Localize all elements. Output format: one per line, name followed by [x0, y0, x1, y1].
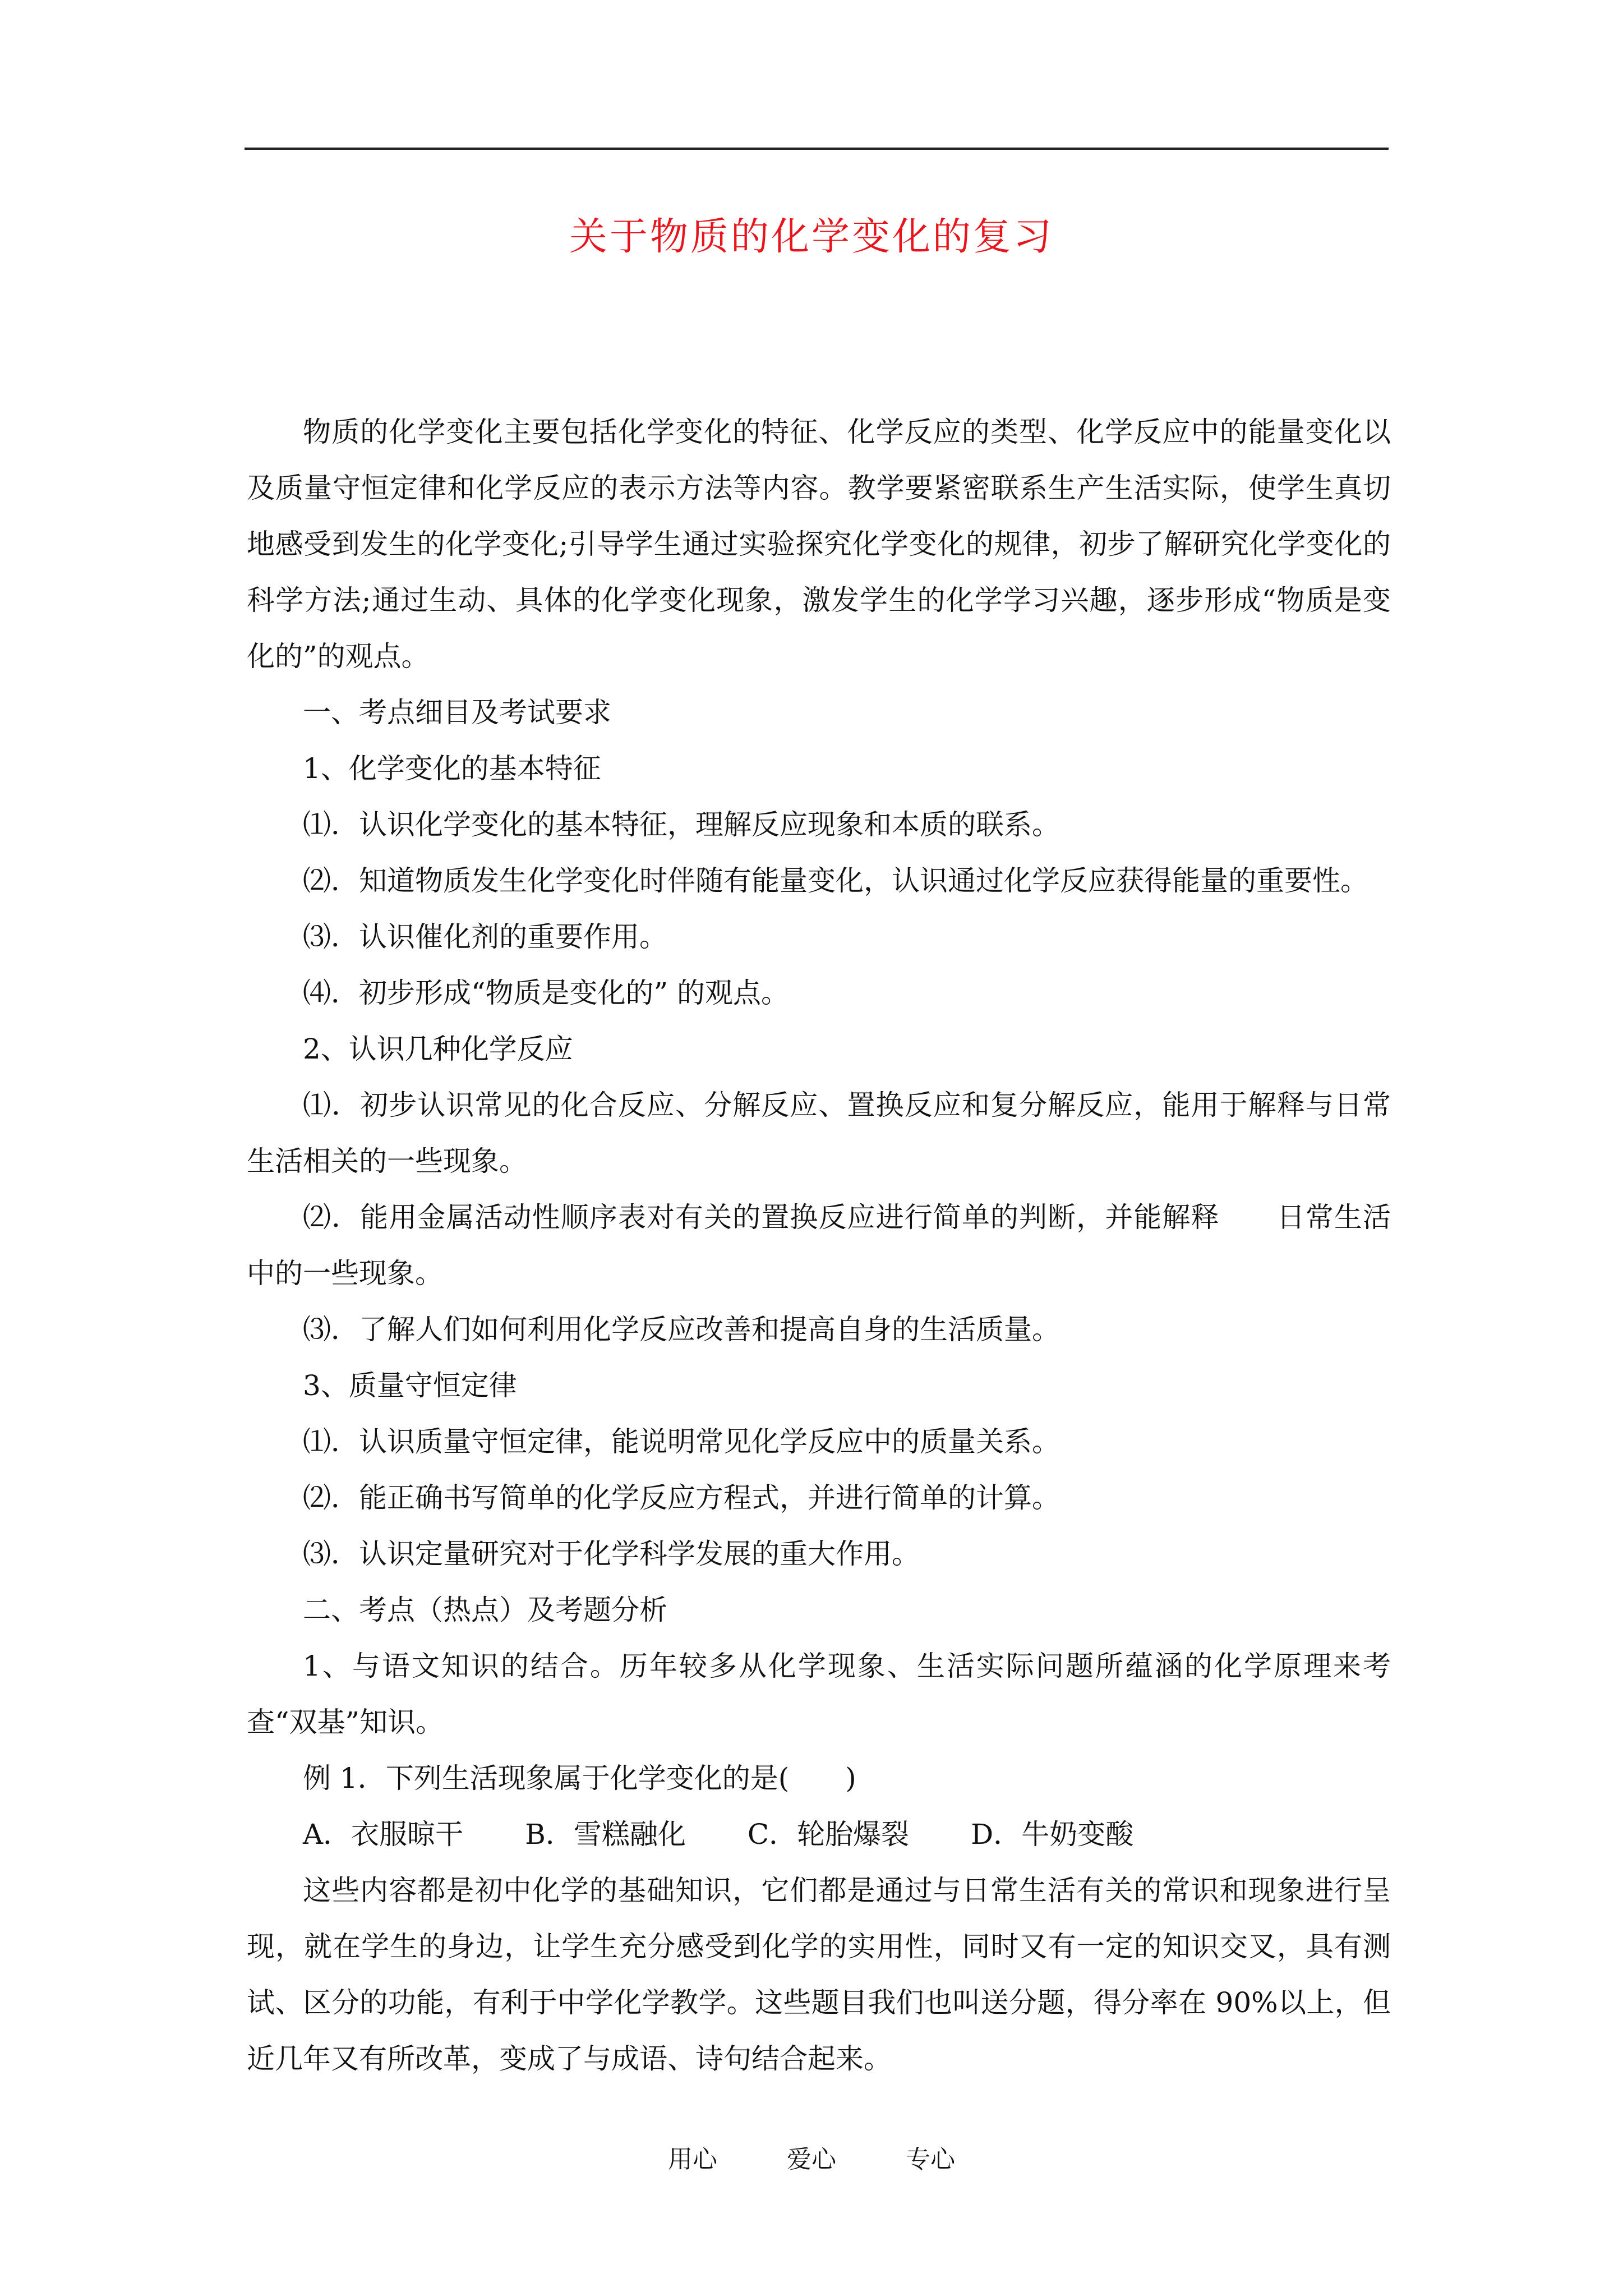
subsection-heading-3: 3、质量守恒定律 — [303, 1369, 517, 1402]
intro-paragraph: 物质的化学变化主要包括化学变化的特征、化学反应的类型、化学反应中的能量变化以及质量守恒定律和化学反应的表示方法等内容。教学要紧密联系生产生活实际，使学生真切地感受到发生的化学变化;引导学生通过实验探究化学变化的规律，初步了解研究化学变化的科学方法;通过生动、具体的化学变化现象，激发学生的化学学习兴趣，逐步形成“物质是变化的”的观点。 — [247, 416, 1391, 673]
page-footer — [0, 2143, 1623, 2177]
subsection-heading-1: 1、化学变化的基本特征 — [303, 752, 601, 785]
list-item: ⑶．了解人们如何利用化学反应改善和提高自身的生活质量。 — [303, 1313, 1060, 1346]
choice-a: A．衣服晾干 — [303, 1818, 464, 1851]
choice-c: C．轮胎爆裂 — [747, 1818, 910, 1851]
section-heading-2: 二、考点（热点）及考题分析 — [303, 1594, 667, 1626]
footer-item: 爱心 — [787, 2145, 836, 2174]
footer-item: 用心 — [668, 2145, 717, 2174]
list-item: ⑵．能用金属活动性顺序表对有关的置换反应进行简单的判断，并能解释 日常生活中的一些现象。 — [247, 1201, 1391, 1290]
header-rule — [245, 148, 1389, 150]
page-title: 关于物质的化学变化的复习 — [569, 215, 1054, 259]
list-item: ⑴．初步认识常见的化合反应、分解反应、置换反应和复分解反应，能用于解释与日常生活相关的一些现象。 — [247, 1089, 1391, 1177]
list-item: ⑷．初步形成“物质是变化的” 的观点。 — [303, 977, 790, 1009]
list-item: ⑴．认识化学变化的基本特征，理解反应现象和本质的联系。 — [303, 808, 1060, 841]
answer-choices — [247, 1806, 1391, 1862]
document-body — [247, 404, 1391, 2087]
section-heading-1: 一、考点细目及考试要求 — [303, 696, 611, 729]
list-item: ⑴．认识质量守恒定律，能说明常见化学反应中的质量关系。 — [303, 1425, 1060, 1458]
analysis-paragraph: 1、与语文知识的结合。历年较多从化学现象、生活实际问题所蕴涵的化学原理来考查“双基”知识。 — [247, 1650, 1391, 1738]
list-item: ⑵．能正确书写简单的化学反应方程式，并进行简单的计算。 — [303, 1481, 1060, 1514]
choice-b: B．雪糕融化 — [525, 1818, 686, 1851]
list-item: ⑶．认识催化剂的重要作用。 — [303, 921, 667, 953]
footer-item: 专心 — [906, 2145, 955, 2174]
list-item: ⑵．知道物质发生化学变化时伴随有能量变化，认识通过化学反应获得能量的重要性。 — [303, 864, 1368, 897]
example-question: 例 1．下列生活现象属于化学变化的是( ) — [303, 1762, 856, 1795]
choice-d: D．牛奶变酸 — [971, 1818, 1134, 1851]
closing-paragraph: 这些内容都是初中化学的基础知识，它们都是通过与日常生活有关的常识和现象进行呈现，就在学生的身边，让学生充分感受到化学的实用性，同时又有一定的知识交叉，具有测试、区分的功能，有利于中学化学教学。这些题目我们也叫送分题，得分率在 90%以上，但近几年又有所改革，变成了与成语、诗句结合起来。 — [247, 1874, 1391, 2075]
list-item: ⑶．认识定量研究对于化学科学发展的重大作用。 — [303, 1538, 920, 1570]
subsection-heading-2: 2、认识几种化学反应 — [303, 1033, 573, 1065]
